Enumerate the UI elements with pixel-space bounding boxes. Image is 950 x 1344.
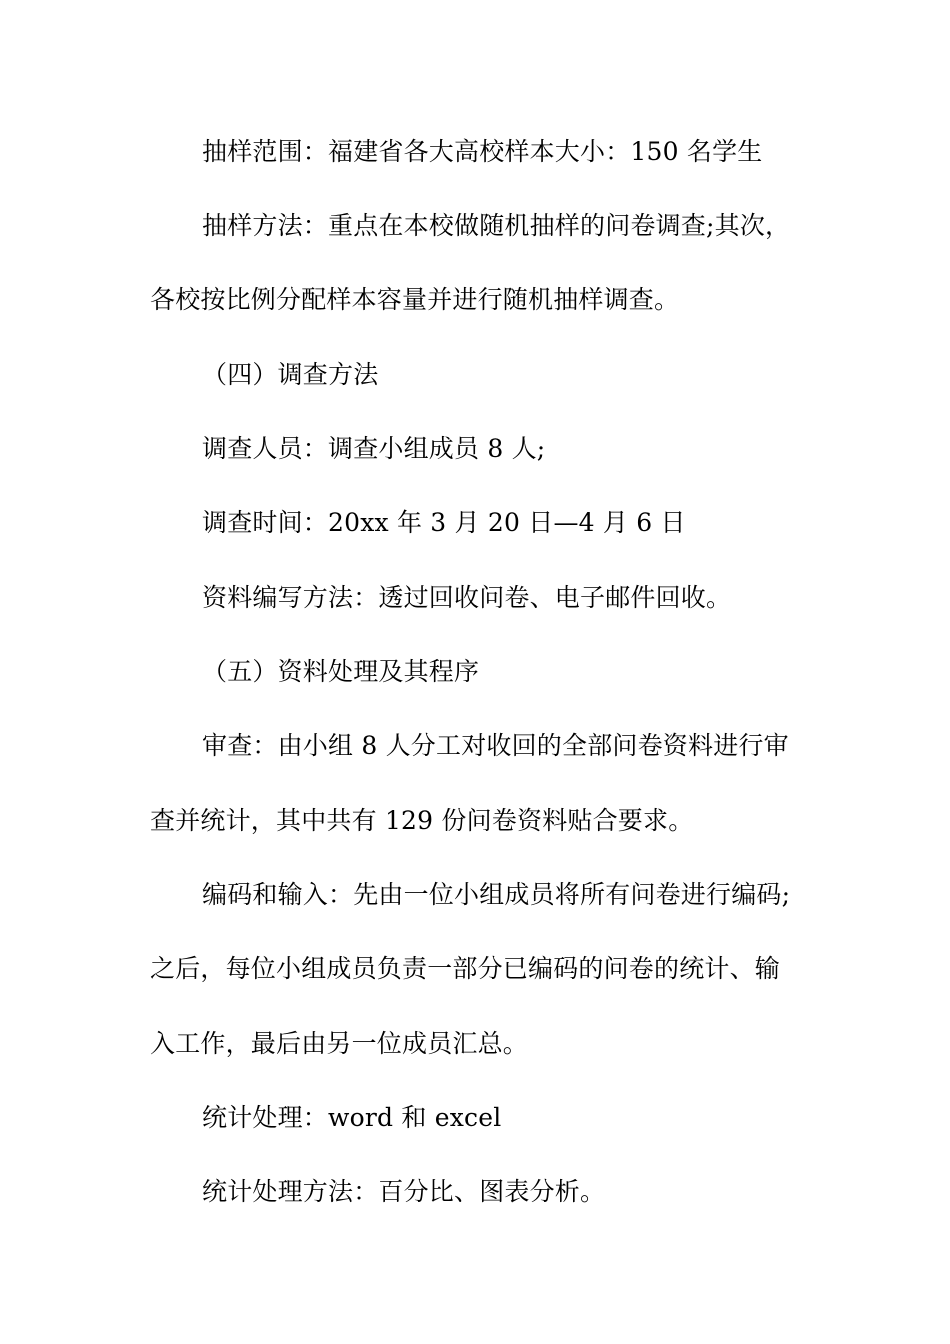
text-line-survey-staff: 调查人员：调查小组成员 8 人; (202, 434, 546, 463)
text-line-coding-input-cont-2: 入工作，最后由另一位成员汇总。 (150, 1029, 529, 1058)
section-heading-data-processing: （五）资料处理及其程序 (202, 657, 480, 686)
text-line-sampling-range: 抽样范围：福建省各大高校样本大小：150 名学生 (202, 137, 763, 166)
text-line-survey-time: 调查时间：20xx 年 3 月 20 日—4 月 6 日 (202, 508, 686, 537)
text-line-coding-input-cont-1: 之后，每位小组成员负责一部分已编码的问卷的统计、输 (150, 954, 781, 983)
text-line-sampling-method: 抽样方法：重点在本校做随机抽样的问卷调查;其次， (202, 211, 791, 240)
text-line-review: 审查：由小组 8 人分工对收回的全部问卷资料进行审 (202, 731, 789, 760)
text-line-data-method: 资料编写方法：透过回收问卷、电子邮件回收。 (202, 583, 732, 612)
text-line-stat-tools: 统计处理：word 和 excel (202, 1103, 502, 1132)
text-line-review-cont: 查并统计，其中共有 129 份问卷资料贴合要求。 (150, 806, 694, 835)
text-line-coding-input: 编码和输入：先由一位小组成员将所有问卷进行编码; (202, 880, 791, 909)
section-heading-survey-method: （四）调查方法 (202, 360, 379, 389)
text-line-sampling-method-cont: 各校按比例分配样本容量并进行随机抽样调查。 (150, 285, 680, 314)
text-line-stat-methods: 统计处理方法：百分比、图表分析。 (202, 1177, 606, 1206)
